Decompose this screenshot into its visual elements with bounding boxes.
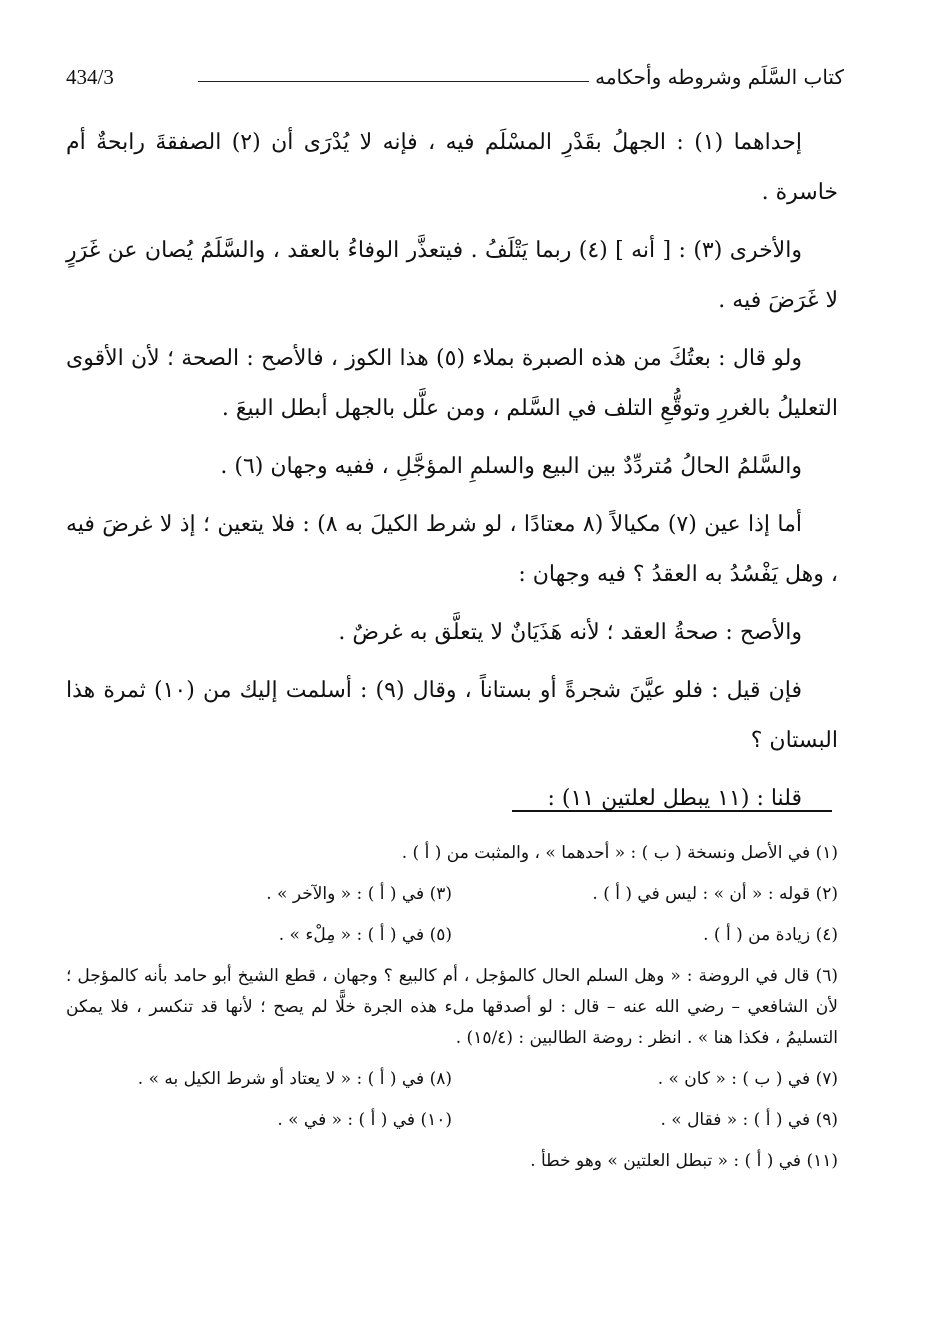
paragraph: أما إذا عين (٧) مكيالاً (٨ معتادًا ، لو شرط الكيلَ به ٨) : فلا يتعين ؛ إذ لا غرضَ فيه ، وهل يَفْسُدُ به العقدُ ؟ فيه وجهان : — [66, 512, 838, 587]
footnote-4: (٤) زيادة من ( أ ) . — [703, 925, 838, 945]
footnote-separator — [512, 810, 832, 812]
main-text — [66, 118, 838, 832]
footnotes — [66, 838, 838, 1187]
running-title — [198, 62, 844, 92]
footnote-5: (٥) في ( أ ) : « مِلْء » . — [278, 925, 452, 945]
paragraph: والأصح : صحةُ العقد ؛ لأنه هَذَيَانٌ لا يتعلَّق به غرضٌ . — [338, 620, 802, 645]
footnote-row — [66, 879, 838, 910]
paragraph: والسَّلمُ الحالُ مُتردِّدٌ بين البيع والسلمِ المؤجَّلِ ، ففيه وجهان (٦) . — [220, 454, 802, 479]
paragraph: إحداهما (١) : الجهلُ بقَدْرِ المسْلَم فيه ، فإنه لا يُدْرَى أن (٢) الصفقةَ رابحةٌ أم خاسرة . — [66, 130, 838, 205]
footnote-3: (٣) في ( أ ) : « والآخر » . — [266, 884, 452, 904]
footnote-row — [66, 1105, 838, 1136]
footnote-row — [66, 920, 838, 951]
paragraph: ولو قال : بعتُكَ من هذه الصبرة بملاء (٥) هذا الكوز ، فالأصح : الصحة ؛ لأن الأقوى التعليلُ بالغررِ وتوقُّعِ التلف في السَّلم ، ومن علَّل بالجهل أبطل البيعَ . — [66, 346, 838, 421]
page-number: 434/3 — [66, 65, 114, 89]
footnote-11: (١١) في ( أ ) : « تبطل العلتين » وهو خطأ . — [530, 1151, 838, 1171]
footnote-2: (٢) قوله : « أن » : ليس في ( أ ) . — [592, 884, 838, 904]
footnote-7: (٧) في ( ب ) : « كان » . — [657, 1069, 838, 1089]
footnote-1: (١) في الأصل ونسخة ( ب ) : « أحدهما » ، والمثبت من ( أ ) . — [401, 843, 838, 863]
paragraph: قلنا : (١١ يبطل لعلتين ١١) : — [547, 786, 802, 811]
footnote-6: (٦) قال في الروضة : « وهل السلم الحال كالمؤجل ، أم كالبيع ؟ وجهان ، قطع الشيخ أبو حامد بأنه كالمؤجل ؛ لأن الشافعي – رضي الله عنه – قال : لو أصدقها ملء هذه الجرة خلًّا لم يصح ؛ لأنها قد تنكسر ، فلا يمكن التسليمُ ، فكذا هنا » . انظر : روضة الطالبين : (١٥/٤) . — [66, 966, 838, 1048]
page-header — [66, 62, 844, 92]
paragraph: فإن قيل : فلو عيَّنَ شجرةً أو بستاناً ، وقال (٩) : أسلمت إليك من (١٠) ثمرة هذا البستان ؟ — [66, 678, 838, 753]
footnote-8: (٨) في ( أ ) : « لا يعتاد أو شرط الكيل به » . — [137, 1069, 452, 1089]
footnote-9: (٩) في ( أ ) : « فقال » . — [660, 1110, 838, 1130]
footnote-row — [66, 1064, 838, 1095]
paragraph: والأخرى (٣) : [ أنه ] (٤) ربما يَتْلَفُ . فيتعذَّر الوفاءُ بالعقد ، والسَّلَمُ يُصان عن غَرَرٍ لا غَرَضَ فيه . — [66, 238, 838, 313]
running-title-text: كتاب السَّلَم وشروطه وأحكامه — [589, 65, 844, 89]
footnote-10: (١٠) في ( أ ) : « في » . — [277, 1110, 452, 1130]
